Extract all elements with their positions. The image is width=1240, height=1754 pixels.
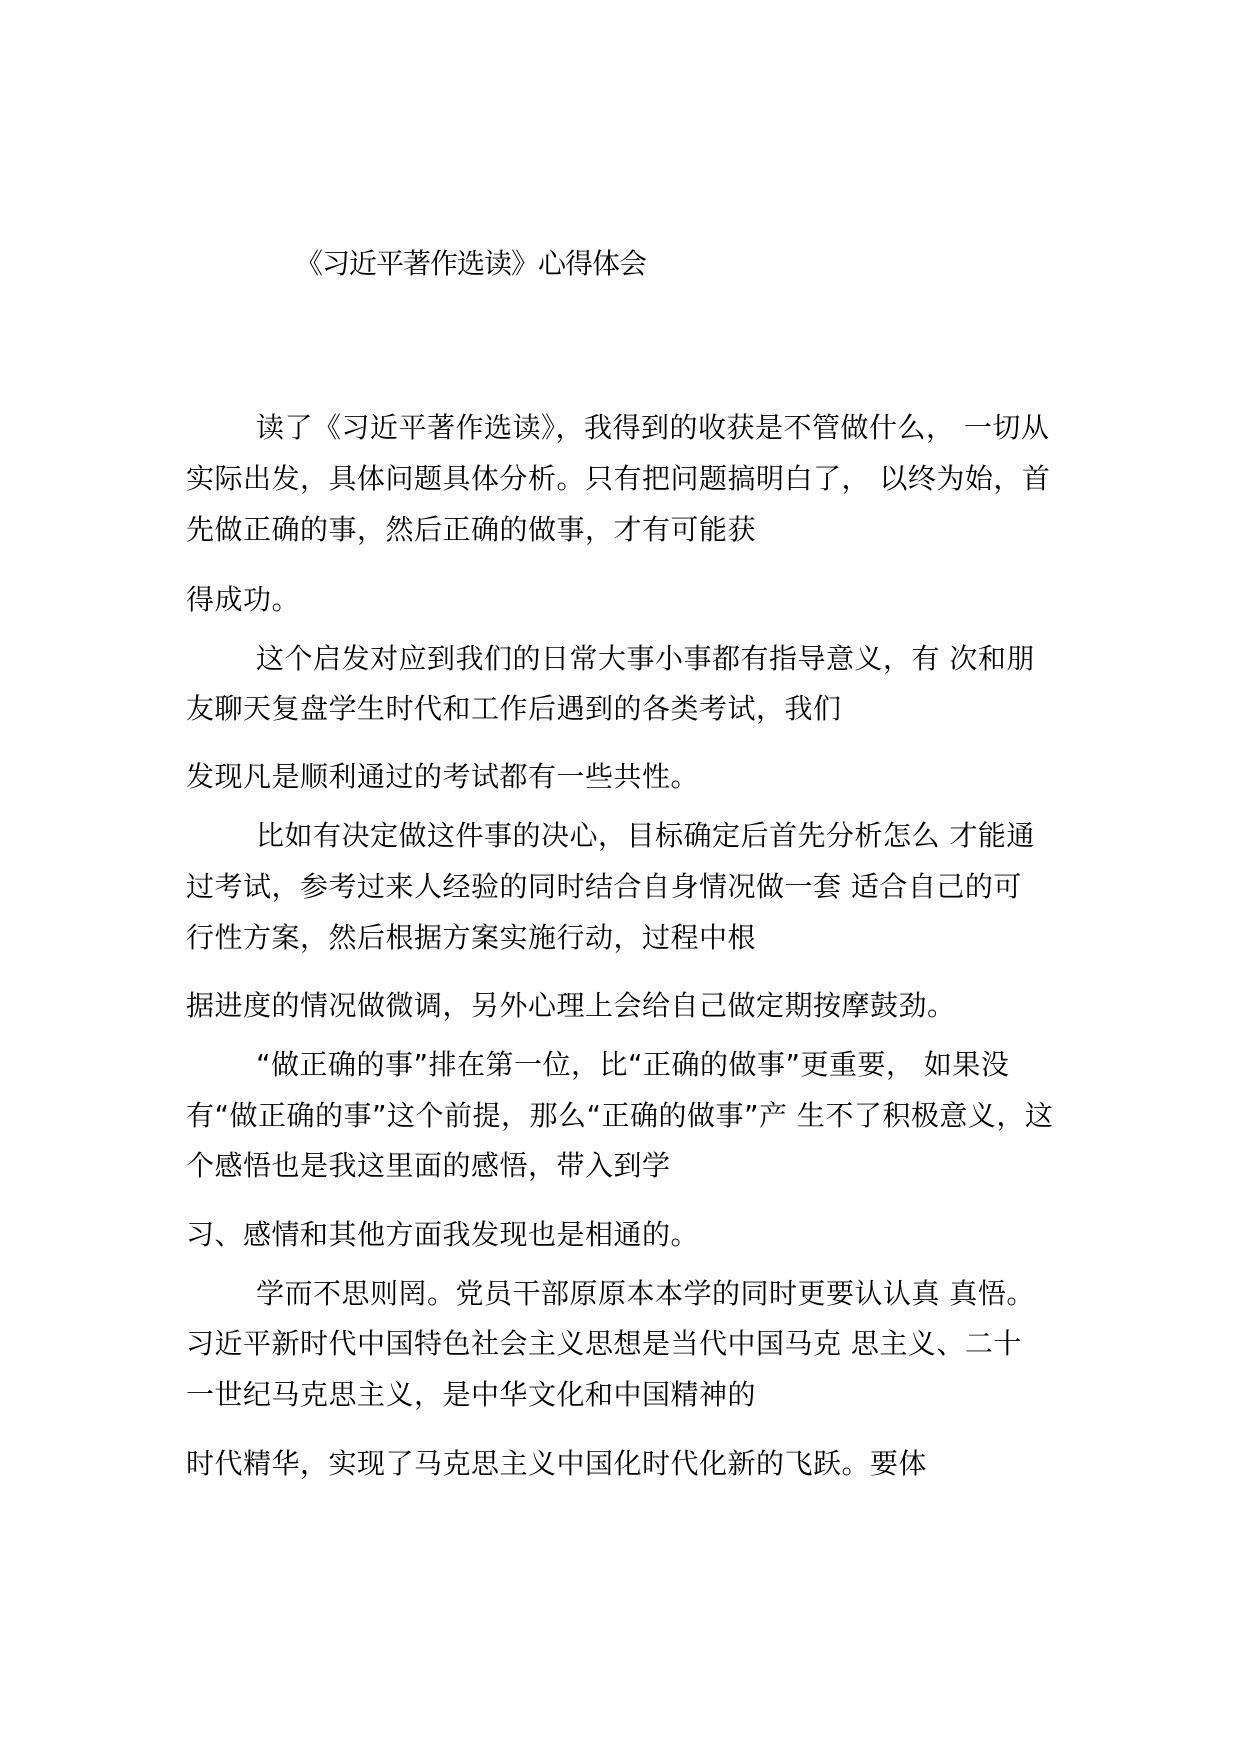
body-line: 行性方案，然后根据方案实施行动，过程中根: [186, 921, 757, 954]
body-line: 个感悟也是我这里面的感悟，带入到学: [186, 1149, 671, 1182]
document-title: 《习近平著作选读》心得体会: [295, 247, 647, 280]
body-line: 友聊天复盘学生时代和工作后遇到的各类考试，我们: [186, 692, 842, 725]
body-line: 学而不思则罔。党员干部原原本本学的同时更要认认真 真悟。: [256, 1277, 1035, 1310]
body-line: 发现凡是顺利通过的考试都有一些共性。: [186, 760, 700, 793]
body-line: 一世纪马克思主义，是中华文化和中国精神的: [186, 1378, 757, 1411]
body-line: “做正确的事”排在第一位，比“正确的做事”更重要， 如果没: [256, 1048, 1010, 1081]
body-line: 过考试，参考过来人经验的同时结合自身情况做一套 适合自己的可: [186, 870, 1022, 903]
body-line: 习、感情和其他方面我发现也是相通的。: [186, 1218, 700, 1251]
body-line: 比如有决定做这件事的决心，目标确定后首先分析怎么 才能通: [256, 819, 1035, 852]
body-line: 先做正确的事，然后正确的做事，才有可能获: [186, 513, 757, 546]
body-line: 时代精华，实现了马克思主义中国化时代化新的飞跃。要体: [186, 1447, 928, 1480]
body-line: 这个启发对应到我们的日常大事小事都有指导意义，有 次和朋: [256, 642, 1035, 675]
body-line: 实际出发，具体问题具体分析。只有把问题搞明白了， 以终为始，首: [186, 462, 1051, 495]
body-line: 读了《习近平著作选读》，我得到的收获是不管做什么， 一切从: [256, 411, 1050, 444]
body-line: 习近平新时代中国特色社会主义思想是当代中国马克 思主义、二十: [186, 1327, 1022, 1360]
body-line: 有“做正确的事”这个前提，那么“正确的做事”产 生不了积极意义，这: [186, 1099, 1054, 1132]
body-line: 得成功。: [186, 583, 301, 616]
body-line: 据进度的情况做微调，另外心理上会给自己做定期按摩鼓劲。: [186, 989, 956, 1022]
